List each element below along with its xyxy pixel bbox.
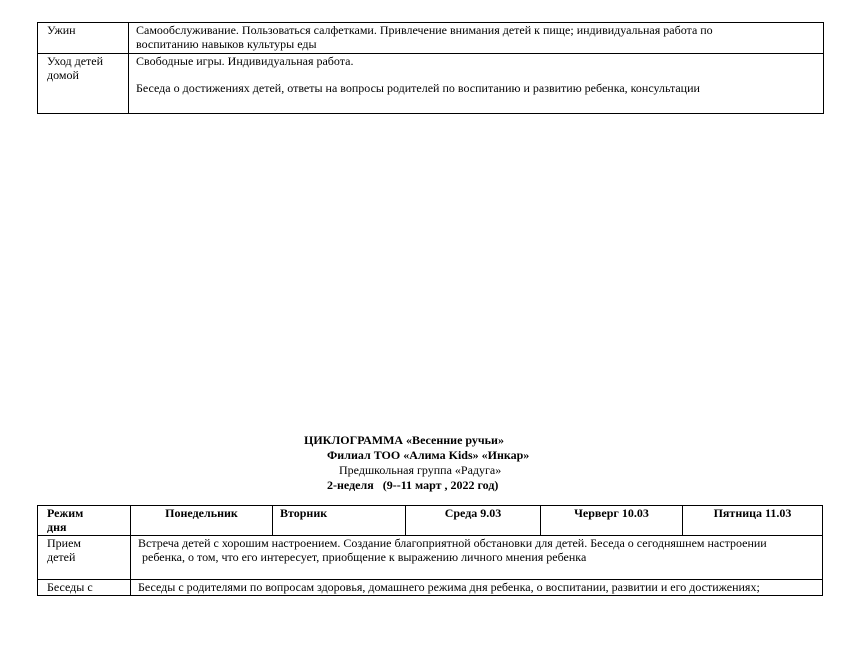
heading-branch: Филиал ТОО «Алима Kids» «Инкар» — [327, 448, 530, 462]
table-row — [38, 54, 824, 114]
row-content-conversations: Беседы с родителями по вопросам здоровья, домашнего режима дня ребенка, о воспитании, развитии и его достижениях; — [131, 580, 823, 596]
header-tuesday: Вторник — [273, 506, 406, 536]
heading-title: ЦИКЛОГРАММА «Весенние ручьи» — [304, 433, 504, 447]
header-monday: Понедельник — [131, 506, 273, 536]
content-line: Встреча детей с хорошим настроением. Создание благоприятной обстановки для детей. Беседа о сегодняшнем настроении — [138, 536, 767, 550]
row-content-departure — [129, 54, 824, 114]
header-wednesday: Среда 9.03 — [406, 506, 541, 536]
row-label-reception: Прием детей — [38, 536, 131, 580]
top-schedule-table — [37, 22, 824, 114]
content-line: воспитанию навыков культуры еды — [136, 36, 317, 51]
header-regime: Режим дня — [38, 506, 131, 536]
label-line: Уход детей — [47, 54, 104, 68]
content-line: Беседа о достижениях детей, ответы на вопросы родителей по воспитанию и развитию ребенка, консультации — [136, 80, 700, 95]
row-label-conversations: Беседы с — [38, 580, 131, 596]
heading-week: 2-неделя (9--11 март , 2022 год) — [327, 478, 499, 492]
label-line: домой — [47, 67, 79, 82]
content-line: Самообслуживание. Пользоваться салфетками. Привлечение внимания детей к пище; индивидуальная работа по — [136, 23, 713, 37]
content-line: Свободные игры. Индивидуальная работа. — [136, 54, 354, 68]
row-content-supper — [129, 23, 824, 54]
row-label-departure — [38, 54, 129, 114]
header-friday: Пятница 11.03 — [683, 506, 823, 536]
table-row — [38, 536, 823, 580]
table-row — [38, 23, 824, 54]
heading-group: Предшкольная группа «Радуга» — [339, 463, 502, 477]
weekly-schedule-table — [37, 505, 823, 596]
header-thursday: Черверг 10.03 — [541, 506, 683, 536]
row-content-reception — [131, 536, 823, 580]
content-line: ребенка, о том, что его интересует, приобщение к выражению личного мнения ребенка — [142, 549, 587, 564]
row-label-supper: Ужин — [38, 23, 129, 54]
table-row — [38, 580, 823, 596]
table-header-row — [38, 506, 823, 536]
